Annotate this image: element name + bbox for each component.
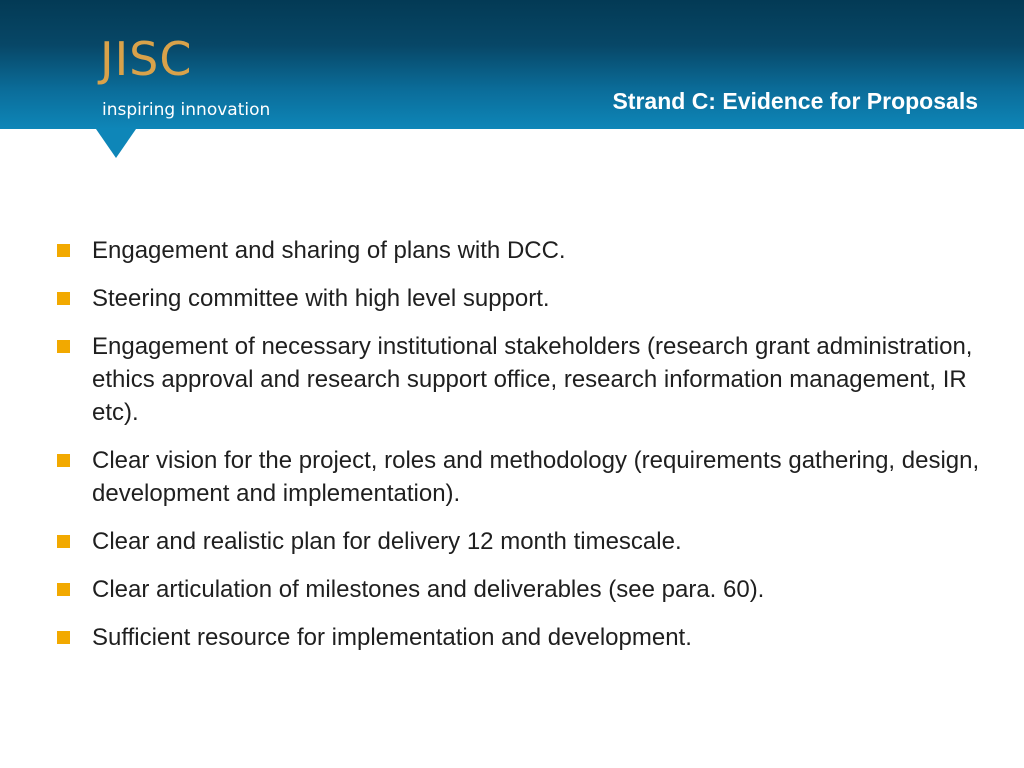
bullet-text: Steering committee with high level support. bbox=[92, 285, 550, 312]
square-bullet-icon bbox=[57, 340, 70, 353]
bullet-item bbox=[56, 444, 986, 510]
square-bullet-icon bbox=[57, 583, 70, 596]
bullet-text: Clear articulation of milestones and deliverables (see para. 60). bbox=[92, 576, 765, 603]
bullet-item bbox=[56, 330, 986, 429]
header-pointer bbox=[96, 129, 136, 158]
bullet-text: Clear and realistic plan for delivery 12 month timescale. bbox=[92, 528, 682, 555]
square-bullet-icon bbox=[57, 292, 70, 305]
jisc-logo bbox=[100, 32, 271, 126]
bullet-text: Engagement and sharing of plans with DCC. bbox=[92, 237, 566, 264]
logo-wordmark: JISC bbox=[100, 32, 193, 86]
bullet-text: Clear vision for the project, roles and methodology (requirements gathering, design, development and implementation). bbox=[92, 447, 980, 507]
bullet-item bbox=[56, 525, 986, 558]
bullet-item bbox=[56, 621, 986, 654]
bullet-item bbox=[56, 234, 986, 267]
square-bullet-icon bbox=[57, 535, 70, 548]
square-bullet-icon bbox=[57, 454, 70, 467]
bullet-list bbox=[56, 234, 986, 669]
bullet-item bbox=[56, 573, 986, 606]
bullet-text: Sufficient resource for implementation and development. bbox=[92, 624, 692, 651]
logo-tagline: inspiring innovation bbox=[102, 100, 271, 120]
square-bullet-icon bbox=[57, 631, 70, 644]
slide-title: Strand C: Evidence for Proposals bbox=[612, 88, 978, 114]
bullet-text: Engagement of necessary institutional stakeholders (research grant administration, ethics approval and research support office, research information management, IR etc). bbox=[92, 333, 973, 426]
bullet-item bbox=[56, 282, 986, 315]
square-bullet-icon bbox=[57, 244, 70, 257]
